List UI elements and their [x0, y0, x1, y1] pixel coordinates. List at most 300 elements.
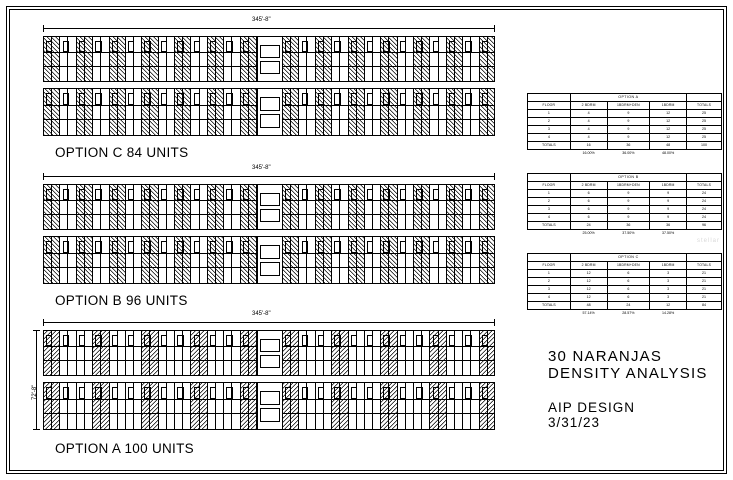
unit-cell: [142, 89, 158, 135]
unit-fixture: [334, 335, 340, 347]
unit-cell: [142, 383, 158, 429]
table-cell: 12: [650, 134, 687, 142]
unit-cell: [191, 37, 207, 81]
unit-fixture: [226, 93, 232, 105]
table-total-cell: TOTALS: [528, 222, 571, 230]
unit-cell: [191, 237, 207, 283]
stair-core: [257, 383, 283, 429]
unit-fixture: [383, 93, 389, 105]
unit-cell: [241, 383, 257, 429]
table-cell: 9: [650, 198, 687, 206]
table-percent-row: [528, 310, 722, 318]
unit-fixture: [318, 335, 324, 347]
table-title-spacer: [528, 94, 571, 102]
core-element: [260, 408, 279, 422]
unit-cell: [110, 185, 126, 229]
unit-fixture: [285, 241, 291, 253]
unit-fixture: [383, 41, 389, 53]
table-cell: 1: [528, 110, 571, 118]
floor-plan-option-b: [43, 184, 495, 284]
unit-fixture: [161, 93, 167, 105]
unit-cell: [159, 185, 175, 229]
unit-cell: [430, 89, 446, 135]
unit-cell: [447, 37, 463, 81]
unit-fixture: [433, 41, 439, 53]
watermark: stellar: [696, 238, 720, 244]
unit-fixture: [367, 189, 373, 201]
unit-fixture: [161, 335, 167, 347]
unit-cell: [93, 37, 109, 81]
unit-cell: [44, 383, 60, 429]
unit-cell: [93, 331, 109, 375]
table-row: [528, 110, 722, 118]
core-element: [260, 45, 279, 58]
unit-cell: [316, 89, 332, 135]
core-element: [260, 114, 279, 128]
unit-fixture: [400, 335, 406, 347]
unit-cell: [191, 89, 207, 135]
unit-fixture: [177, 41, 183, 53]
table-cell: 3: [528, 126, 571, 134]
unit-cell: [430, 37, 446, 81]
unit-fixture: [383, 189, 389, 201]
unit-cell: [208, 185, 224, 229]
unit-fixture: [63, 335, 69, 347]
unit-cell: [480, 383, 495, 429]
table-cell: 6: [607, 294, 650, 302]
table-percent-cell: [528, 230, 571, 238]
unit-fixture: [318, 41, 324, 53]
unit-fixture: [95, 93, 101, 105]
density-table-option-c: [527, 253, 722, 318]
table-cell: 3: [650, 294, 687, 302]
table-title-row: [528, 94, 722, 102]
table-cell: 9: [650, 214, 687, 222]
table-cell: 12: [650, 118, 687, 126]
table-cell: 4: [570, 110, 607, 118]
unit-fixture: [465, 335, 471, 347]
unit-fixture: [351, 189, 357, 201]
drawing-date: 3/31/23: [548, 415, 601, 430]
unit-fixture: [210, 93, 216, 105]
unit-cell: [126, 185, 142, 229]
unit-fixture: [465, 189, 471, 201]
unit-cell: [316, 383, 332, 429]
unit-fixture: [144, 41, 150, 53]
unit-cell: [77, 185, 93, 229]
unit-fixture: [465, 387, 471, 399]
unit-cell: [159, 383, 175, 429]
table-total-cell: 100: [687, 142, 722, 150]
density-table-option-b: [527, 173, 722, 238]
unit-cell: [299, 185, 315, 229]
table-cell: 6: [570, 190, 607, 198]
stair-core: [257, 237, 283, 283]
plan-label-option-c: OPTION C 84 UNITS: [55, 145, 189, 160]
core-element: [260, 193, 279, 206]
table-cell: 9: [607, 126, 650, 134]
table-header-row: [528, 182, 722, 190]
unit-cell: [241, 331, 257, 375]
unit-cell: [414, 185, 430, 229]
designer-name: AIP DESIGN: [548, 400, 636, 415]
dimension-line-depth: [36, 330, 37, 430]
unit-cell: [349, 383, 365, 429]
unit-fixture: [416, 241, 422, 253]
unit-fixture: [416, 189, 422, 201]
project-name: 30 NARANJAS: [548, 348, 663, 365]
unit-fixture: [112, 335, 118, 347]
unit-fixture: [302, 41, 308, 53]
unit-fixture: [95, 41, 101, 53]
table-percent-cell: [687, 310, 722, 318]
unit-cell: [191, 383, 207, 429]
unit-fixture: [194, 387, 200, 399]
unit-cell: [398, 89, 414, 135]
unit-fixture: [210, 241, 216, 253]
unit-fixture: [400, 387, 406, 399]
table-title-spacer: [528, 254, 571, 262]
unit-fixture: [400, 41, 406, 53]
density-table-option-a: [527, 93, 722, 158]
unit-cell: [191, 185, 207, 229]
floor-plan-option-c: [43, 36, 495, 136]
unit-fixture: [433, 387, 439, 399]
dimension-text-option-a: 345'-8": [252, 311, 271, 317]
unit-fixture: [46, 387, 52, 399]
unit-fixture: [194, 41, 200, 53]
table-title-row: [528, 174, 722, 182]
table-header-row: [528, 102, 722, 110]
table-total-cell: 12: [650, 302, 687, 310]
table-total-cell: 16: [570, 142, 607, 150]
unit-cell: [126, 37, 142, 81]
unit-cell: [159, 37, 175, 81]
table-cell: 24: [687, 206, 722, 214]
table-cell: 6: [607, 278, 650, 286]
unit-fixture: [351, 93, 357, 105]
unit-cell: [381, 37, 397, 81]
table-cell: 24: [687, 198, 722, 206]
unit-fixture: [128, 41, 134, 53]
stair-core: [257, 185, 283, 229]
unit-fixture: [243, 93, 249, 105]
unit-cell: [283, 237, 299, 283]
table-cell: 9: [607, 190, 650, 198]
unit-fixture: [63, 93, 69, 105]
dimension-text-depth: 72'-8": [32, 384, 38, 400]
table-header-cell: TOTALS: [687, 102, 722, 110]
unit-cell: [60, 185, 76, 229]
unit-fixture: [334, 41, 340, 53]
unit-cell: [398, 331, 414, 375]
table-header-cell: 1BDRM+DEN: [607, 182, 650, 190]
unit-fixture: [482, 93, 488, 105]
unit-fixture: [449, 41, 455, 53]
table-cell: 24: [687, 190, 722, 198]
table-cell: 25: [687, 126, 722, 134]
unit-fixture: [95, 241, 101, 253]
unit-cell: [349, 331, 365, 375]
table-cell: 2: [528, 198, 571, 206]
unit-fixture: [367, 41, 373, 53]
unit-fixture: [226, 335, 232, 347]
unit-fixture: [400, 93, 406, 105]
table-cell: 3: [650, 270, 687, 278]
unit-fixture: [46, 41, 52, 53]
unit-fixture: [79, 189, 85, 201]
unit-fixture: [383, 335, 389, 347]
dimension-line-option-b: [43, 176, 495, 177]
unit-cell: [142, 37, 158, 81]
unit-fixture: [302, 93, 308, 105]
table-percent-row: [528, 150, 722, 158]
title-block-spacer: [548, 382, 708, 391]
table-cell: 6: [570, 214, 607, 222]
unit-cell: [142, 331, 158, 375]
table-cell: 4: [570, 126, 607, 134]
core-element: [260, 391, 279, 405]
unit-cell: [316, 237, 332, 283]
unit-fixture: [177, 387, 183, 399]
unit-cell: [430, 237, 446, 283]
table-header-cell: 1BDRM: [650, 262, 687, 270]
unit-cell: [480, 237, 495, 283]
unit-fixture: [367, 241, 373, 253]
table-cell: 9: [607, 110, 650, 118]
unit-fixture: [243, 41, 249, 53]
core-element: [260, 245, 279, 259]
table-header-cell: TOTALS: [687, 262, 722, 270]
unit-cell: [44, 37, 60, 81]
stair-core: [257, 331, 283, 375]
unit-cell: [93, 383, 109, 429]
unit-cell: [208, 237, 224, 283]
table-total-cell: 48: [650, 142, 687, 150]
unit-fixture: [465, 241, 471, 253]
unit-cell: [126, 331, 142, 375]
unit-cell: [283, 331, 299, 375]
unit-cell: [332, 237, 348, 283]
unit-fixture: [63, 189, 69, 201]
unit-cell: [447, 331, 463, 375]
table-cell: 25: [687, 134, 722, 142]
unit-cell: [447, 185, 463, 229]
unit-fixture: [416, 93, 422, 105]
unit-cell: [126, 89, 142, 135]
table-percent-row: [528, 230, 722, 238]
unit-cell: [77, 237, 93, 283]
unit-cell: [332, 37, 348, 81]
unit-fixture: [161, 189, 167, 201]
unit-fixture: [433, 93, 439, 105]
table-cell: 1: [528, 190, 571, 198]
unit-cell: [224, 331, 240, 375]
unit-cell: [480, 185, 495, 229]
unit-fixture: [482, 189, 488, 201]
unit-fixture: [128, 93, 134, 105]
table-cell: 24: [687, 214, 722, 222]
unit-fixture: [128, 189, 134, 201]
unit-cell: [93, 89, 109, 135]
unit-cell: [175, 383, 191, 429]
unit-fixture: [302, 335, 308, 347]
unit-fixture: [46, 93, 52, 105]
unit-cell: [159, 331, 175, 375]
table-cell: 12: [570, 294, 607, 302]
table-cell: 25: [687, 118, 722, 126]
table-percent-cell: 36.00%: [607, 150, 650, 158]
unit-cell: [110, 237, 126, 283]
table-cell: 12: [650, 126, 687, 134]
unit-fixture: [482, 335, 488, 347]
unit-fixture: [63, 241, 69, 253]
table-header-cell: TOTALS: [687, 182, 722, 190]
unit-cell: [126, 383, 142, 429]
unit-fixture: [318, 241, 324, 253]
unit-fixture: [482, 387, 488, 399]
unit-cell: [447, 383, 463, 429]
unit-fixture: [63, 41, 69, 53]
table-option-a: [527, 93, 722, 158]
table-totals-row: [528, 222, 722, 230]
unit-fixture: [334, 93, 340, 105]
unit-fixture: [177, 93, 183, 105]
unit-fixture: [95, 387, 101, 399]
table-title-spacer-2: [687, 254, 722, 262]
dimension-line-option-c: [43, 28, 495, 29]
unit-fixture: [400, 189, 406, 201]
unit-fixture: [95, 335, 101, 347]
table-cell: 3: [650, 286, 687, 294]
unit-cell: [349, 37, 365, 81]
unit-fixture: [416, 41, 422, 53]
title-block: [548, 348, 708, 430]
unit-cell: [208, 331, 224, 375]
unit-cell: [299, 331, 315, 375]
unit-cell: [349, 237, 365, 283]
unit-fixture: [79, 335, 85, 347]
unit-cell: [381, 89, 397, 135]
unit-fixture: [112, 41, 118, 53]
table-title-spacer: [528, 174, 571, 182]
plan-band-upper: [43, 184, 495, 230]
unit-fixture: [433, 189, 439, 201]
unit-cell: [224, 37, 240, 81]
unit-cell: [77, 383, 93, 429]
table-total-cell: 24: [607, 302, 650, 310]
core-element: [260, 355, 279, 368]
unit-cell: [44, 89, 60, 135]
unit-fixture: [79, 41, 85, 53]
unit-fixture: [210, 189, 216, 201]
table-cell: 4: [570, 134, 607, 142]
table-header-cell: 2 BDRM: [570, 182, 607, 190]
unit-fixture: [334, 241, 340, 253]
unit-fixture: [367, 93, 373, 105]
unit-fixture: [302, 387, 308, 399]
unit-fixture: [46, 335, 52, 347]
unit-cell: [463, 383, 479, 429]
unit-cell: [44, 185, 60, 229]
unit-fixture: [194, 93, 200, 105]
unit-cell: [208, 89, 224, 135]
table-cell: 12: [570, 270, 607, 278]
unit-cell: [414, 37, 430, 81]
unit-fixture: [128, 241, 134, 253]
table-total-cell: 84: [687, 302, 722, 310]
table-row: [528, 118, 722, 126]
unit-fixture: [334, 387, 340, 399]
table-cell: 12: [570, 286, 607, 294]
unit-cell: [480, 89, 495, 135]
unit-fixture: [79, 241, 85, 253]
unit-fixture: [46, 241, 52, 253]
table-cell: 2: [528, 278, 571, 286]
unit-fixture: [302, 241, 308, 253]
unit-fixture: [318, 387, 324, 399]
stair-core: [257, 89, 283, 135]
unit-cell: [224, 185, 240, 229]
table-cell: 4: [528, 214, 571, 222]
table-cell: 6: [570, 206, 607, 214]
floor-plan-option-a: [43, 330, 495, 430]
table-header-cell: FLOOR: [528, 182, 571, 190]
unit-fixture: [226, 241, 232, 253]
unit-cell: [241, 37, 257, 81]
unit-cell: [430, 383, 446, 429]
table-cell: 12: [570, 278, 607, 286]
unit-cell: [224, 89, 240, 135]
unit-cell: [60, 383, 76, 429]
unit-cell: [332, 383, 348, 429]
unit-cell: [398, 185, 414, 229]
unit-fixture: [334, 189, 340, 201]
table-percent-cell: 48.00%: [650, 150, 687, 158]
table-total-cell: TOTALS: [528, 142, 571, 150]
table-cell: 3: [528, 286, 571, 294]
unit-fixture: [351, 335, 357, 347]
unit-cell: [365, 331, 381, 375]
table-row: [528, 286, 722, 294]
unit-cell: [77, 331, 93, 375]
table-cell: 21: [687, 270, 722, 278]
unit-cell: [93, 237, 109, 283]
unit-cell: [316, 185, 332, 229]
unit-cell: [381, 185, 397, 229]
unit-cell: [430, 185, 446, 229]
table-row: [528, 134, 722, 142]
unit-cell: [349, 185, 365, 229]
unit-cell: [44, 331, 60, 375]
core-element: [260, 61, 279, 74]
table-row: [528, 214, 722, 222]
unit-fixture: [285, 93, 291, 105]
unit-cell: [316, 37, 332, 81]
unit-cell: [480, 331, 495, 375]
table-percent-cell: 28.57%: [607, 310, 650, 318]
dimension-line-option-a: [43, 322, 495, 323]
unit-fixture: [302, 189, 308, 201]
unit-cell: [414, 331, 430, 375]
unit-cell: [110, 37, 126, 81]
unit-cell: [381, 237, 397, 283]
table-title-spacer-2: [687, 94, 722, 102]
unit-fixture: [226, 387, 232, 399]
core-element: [260, 209, 279, 222]
unit-cell: [159, 89, 175, 135]
core-element: [260, 262, 279, 276]
